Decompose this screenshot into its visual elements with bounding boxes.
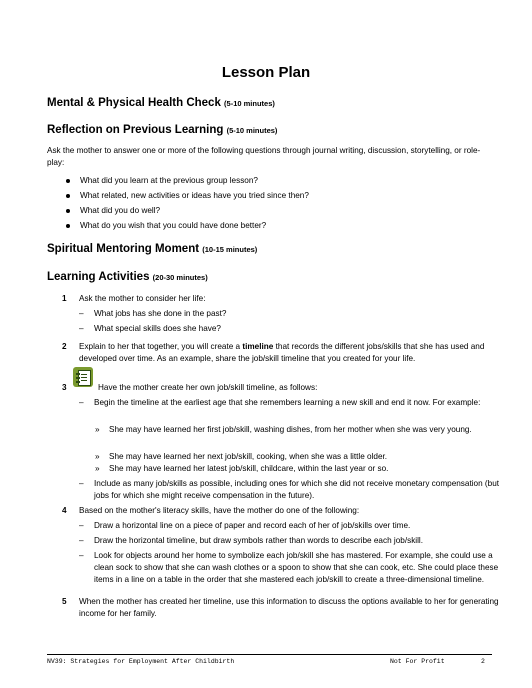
item-text: Have the mother create her own job/skill timeline, as follows: xyxy=(98,383,318,392)
item-text xyxy=(79,341,499,365)
footer-divider xyxy=(47,654,492,655)
item-text-part: Explain to her that together, you will create a xyxy=(79,342,243,351)
sub-item: What special skills does she have? xyxy=(94,324,221,333)
dash-marker: – xyxy=(79,536,84,545)
sub-item: Draw a horizontal line on a piece of paper and record each of her of job/skills over time. xyxy=(94,521,411,530)
sub-item: Draw the horizontal timeline, but draw symbols rather than words to describe each job/skill. xyxy=(94,536,424,545)
page-title: Lesson Plan xyxy=(221,64,311,81)
item-text: Ask the mother to consider her life: xyxy=(79,294,206,303)
page-number: 2 xyxy=(481,658,485,665)
sub-item: What jobs has she done in the past? xyxy=(94,309,227,318)
chevron-marker: » xyxy=(95,425,100,434)
example-item: She may have learned her first job/skill, washing dishes, from her mother when she was very young. xyxy=(109,425,472,434)
heading-text: Reflection on Previous Learning xyxy=(47,124,224,136)
item-text-part: that records the different jobs/skills that she has used and developed over time. As an example, share the job/skill timeline that you created for your life. xyxy=(79,342,485,363)
sub-item: Begin the timeline at the earliest age that she remembers learning a new skill and end it now. For example: xyxy=(94,398,481,407)
heading-time: (5-10 minutes) xyxy=(224,99,275,108)
chevron-marker: » xyxy=(95,464,100,473)
sub-item: Look for objects around her home to symbolize each job/skill she has mastered. For example, she could use a clean sock to show that she can wash clothes or a spoon to show that she can cook, etc. She could place these items in a line on a table in the order that she mastered each job/skill to create a three-dimensional timeline. xyxy=(94,551,499,584)
dash-marker: – xyxy=(79,521,84,530)
dash-marker: – xyxy=(79,551,84,560)
section-heading-spiritual xyxy=(47,243,257,255)
heading-text: Learning Activities xyxy=(47,271,150,283)
timeline-term: timeline xyxy=(242,342,274,351)
item-number: 1 xyxy=(62,294,67,303)
notebook-icon xyxy=(73,367,93,387)
item-number: 2 xyxy=(62,342,67,351)
list-item: What did you learn at the previous group lesson? xyxy=(80,176,258,185)
example-item: She may have learned her latest job/skill, childcare, within the last year or so. xyxy=(109,464,389,473)
dash-marker: – xyxy=(79,398,84,407)
list-item: What do you wish that you could have done better? xyxy=(80,221,267,230)
list-item: What related, new activities or ideas have you tried since then? xyxy=(80,191,309,200)
heading-time: (5-10 minutes) xyxy=(226,126,278,135)
reflection-intro: Ask the mother to answer one or more of the following questions through journal writing, discussion, storytelling, or role-play: xyxy=(47,146,481,167)
heading-time: (20-30 minutes) xyxy=(152,273,208,282)
chevron-marker: » xyxy=(95,452,100,461)
item-number: 5 xyxy=(62,597,67,606)
item-number: 4 xyxy=(62,506,67,515)
sub-item: Include as many job/skills as possible, including ones for which she did not receive monetary compensation (but jobs for which she might receive compensation in the future). xyxy=(94,479,500,500)
item-text: When the mother has created her timeline, use this information to discuss the options available to her for generating income for her family. xyxy=(79,597,499,618)
dash-marker: – xyxy=(79,479,84,488)
item-text: Based on the mother's literacy skills, have the mother do one of the following: xyxy=(79,506,360,515)
footer-notice: Not For Profit xyxy=(390,658,445,665)
dash-marker: – xyxy=(79,324,84,333)
item-number: 3 xyxy=(62,383,67,392)
heading-text: Mental & Physical Health Check xyxy=(47,97,221,109)
heading-text: Spiritual Mentoring Moment xyxy=(47,243,200,255)
heading-time: (10-15 minutes) xyxy=(202,245,258,254)
footer-title: NV39: Strategies for Employment After Childbirth xyxy=(47,658,235,665)
section-heading-health-check xyxy=(47,97,275,109)
list-item: What did you do well? xyxy=(80,206,161,215)
dash-marker: – xyxy=(79,309,84,318)
section-heading-reflection xyxy=(47,124,277,136)
section-heading-learning xyxy=(47,271,208,283)
example-item: She may have learned her next job/skill, cooking, when she was a little older. xyxy=(109,452,388,461)
